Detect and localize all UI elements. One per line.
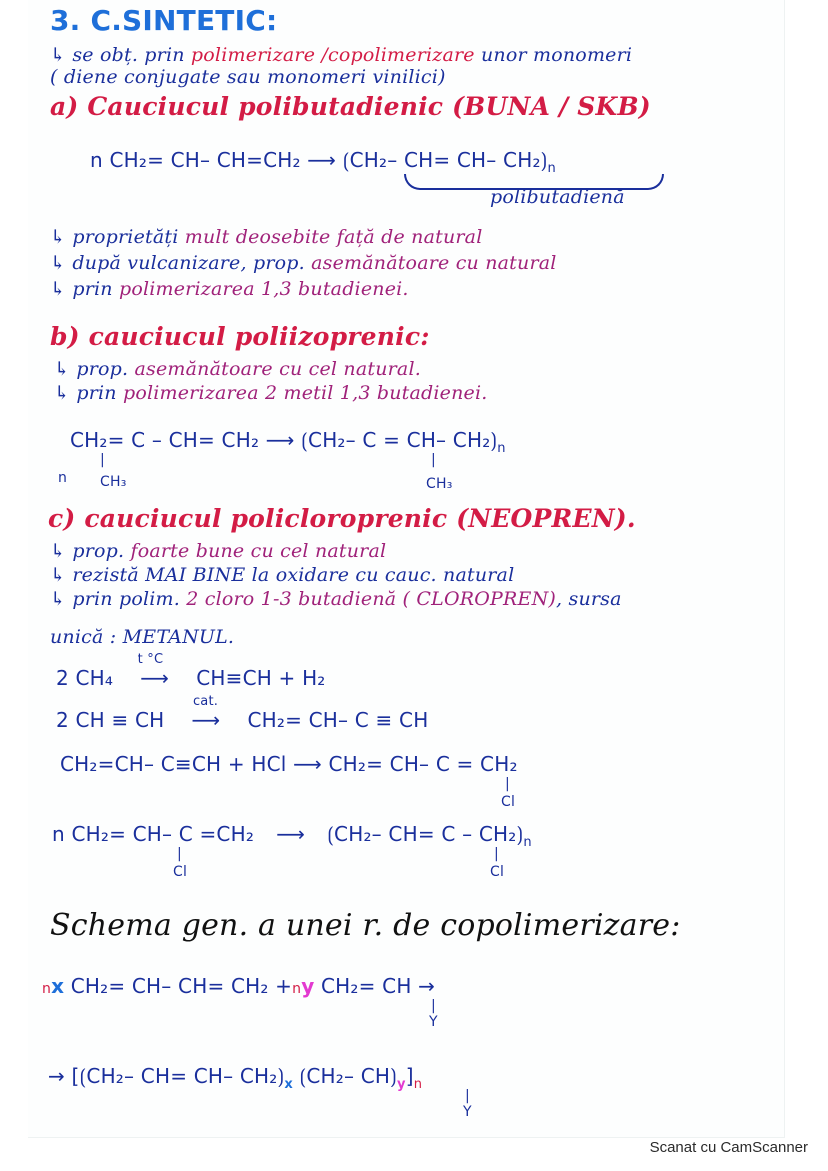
- reaction-1: 2 CH₄ t °C ⟶ CH≡CH + H₂: [56, 652, 326, 690]
- bullet-b-1: ↳ prop. asemănătoare cu cel natural.: [54, 358, 421, 380]
- bullet-c-2: ↳ rezistă MAI BINE la oxidare cu cauc. natural: [50, 564, 515, 586]
- bullet-b-2: ↳ prin polimerizarea 2 metil 1,3 butadienei.: [54, 382, 488, 404]
- branch-bond-7: |: [465, 1088, 470, 1104]
- heading-part-c: c) cauciucul policloroprenic (NEOPREN).: [48, 504, 636, 533]
- equation-polychloroprene: n CH₂= CH– C =CH₂ ⟶ ⟮CH₂– $CH= C - CH_2⟯_n$: [52, 822, 532, 850]
- branch-bond-2: |: [431, 452, 436, 468]
- intro-line-1: ↳ se obț. prin polimerizare /copolimerizare unor monomeri: [50, 44, 633, 66]
- intro-line-2: ( diene conjugate sau monomeri vinilici): [50, 66, 446, 88]
- unit2-branch: Y: [463, 1104, 472, 1120]
- product-branch-cl: Cl: [490, 864, 505, 880]
- source-line: unică : METANUL.: [50, 626, 235, 648]
- reaction-3: CH₂=CH– C≡CH + HCl ⟶ CH₂= CH– C = CH₂: [60, 752, 518, 776]
- equation-copolymer-1: nx CH₂= CH– CH= CH₂ +ny CH₂= CH →: [42, 974, 436, 998]
- reactant-branch: CH₃: [100, 474, 127, 490]
- camscanner-watermark: Scanat cu CamScanner: [649, 1139, 808, 1156]
- product-branch: CH₃: [426, 476, 453, 492]
- heading-part-b: b) cauciucul poliizoprenic:: [50, 322, 430, 351]
- branch-bond-6: |: [431, 998, 436, 1014]
- bullet-c-1: ↳ prop. foarte bune cu cel natural: [50, 540, 387, 562]
- heading-part-a: a) Cauciucul polibutadienic (BUNA / SKB): [50, 92, 651, 121]
- reaction-3-branch: Cl: [501, 794, 516, 810]
- brace-label: polibutadienă: [490, 186, 625, 208]
- equation-copolymer-2: → [⟮CH₂– CH= CH– $CH_2⟯_x$ ⟮CH₂– $CH⟯_y]_n$: [48, 1064, 423, 1092]
- reaction-2: 2 CH ≡ CH cat. ⟶ CH₂= CH– C ≡ CH: [56, 694, 429, 732]
- reactant-branch-cl: Cl: [173, 864, 188, 880]
- branch-bond-5: |: [494, 846, 499, 862]
- scanned-page: [28, 0, 785, 1138]
- bullet-a-1: ↳ proprietăți mult deosebite față de natural: [50, 226, 483, 248]
- equation-coef: n: [58, 470, 68, 486]
- section-title: 3. C.SINTETIC:: [50, 4, 278, 37]
- bullet-c-3: ↳ prin polim. 2 cloro 1-3 butadienă ( CLOROPREN), sursa: [50, 588, 622, 610]
- equation-polybutadiene: n CH₂= CH– CH=CH₂ ⟶ ⟮CH₂– CH= CH– $CH_2⟯_n$: [90, 148, 556, 176]
- monomer2-branch: Y: [429, 1014, 438, 1030]
- branch-bond-3: |: [505, 776, 510, 792]
- equation-polyisoprene: CH₂= C – CH= CH₂ ⟶ ⟮CH₂– C = CH– $CH_2⟯_n$: [70, 428, 506, 456]
- branch-bond-1: |: [100, 452, 105, 468]
- branch-bond-4: |: [177, 846, 182, 862]
- bullet-a-3: ↳ prin polimerizarea 1,3 butadienei.: [50, 278, 409, 300]
- heading-copolymer: Schema gen. a unei r. de copolimerizare:: [50, 908, 681, 943]
- bullet-a-2: ↳ după vulcanizare, prop. asemănătoare cu natural: [50, 252, 557, 274]
